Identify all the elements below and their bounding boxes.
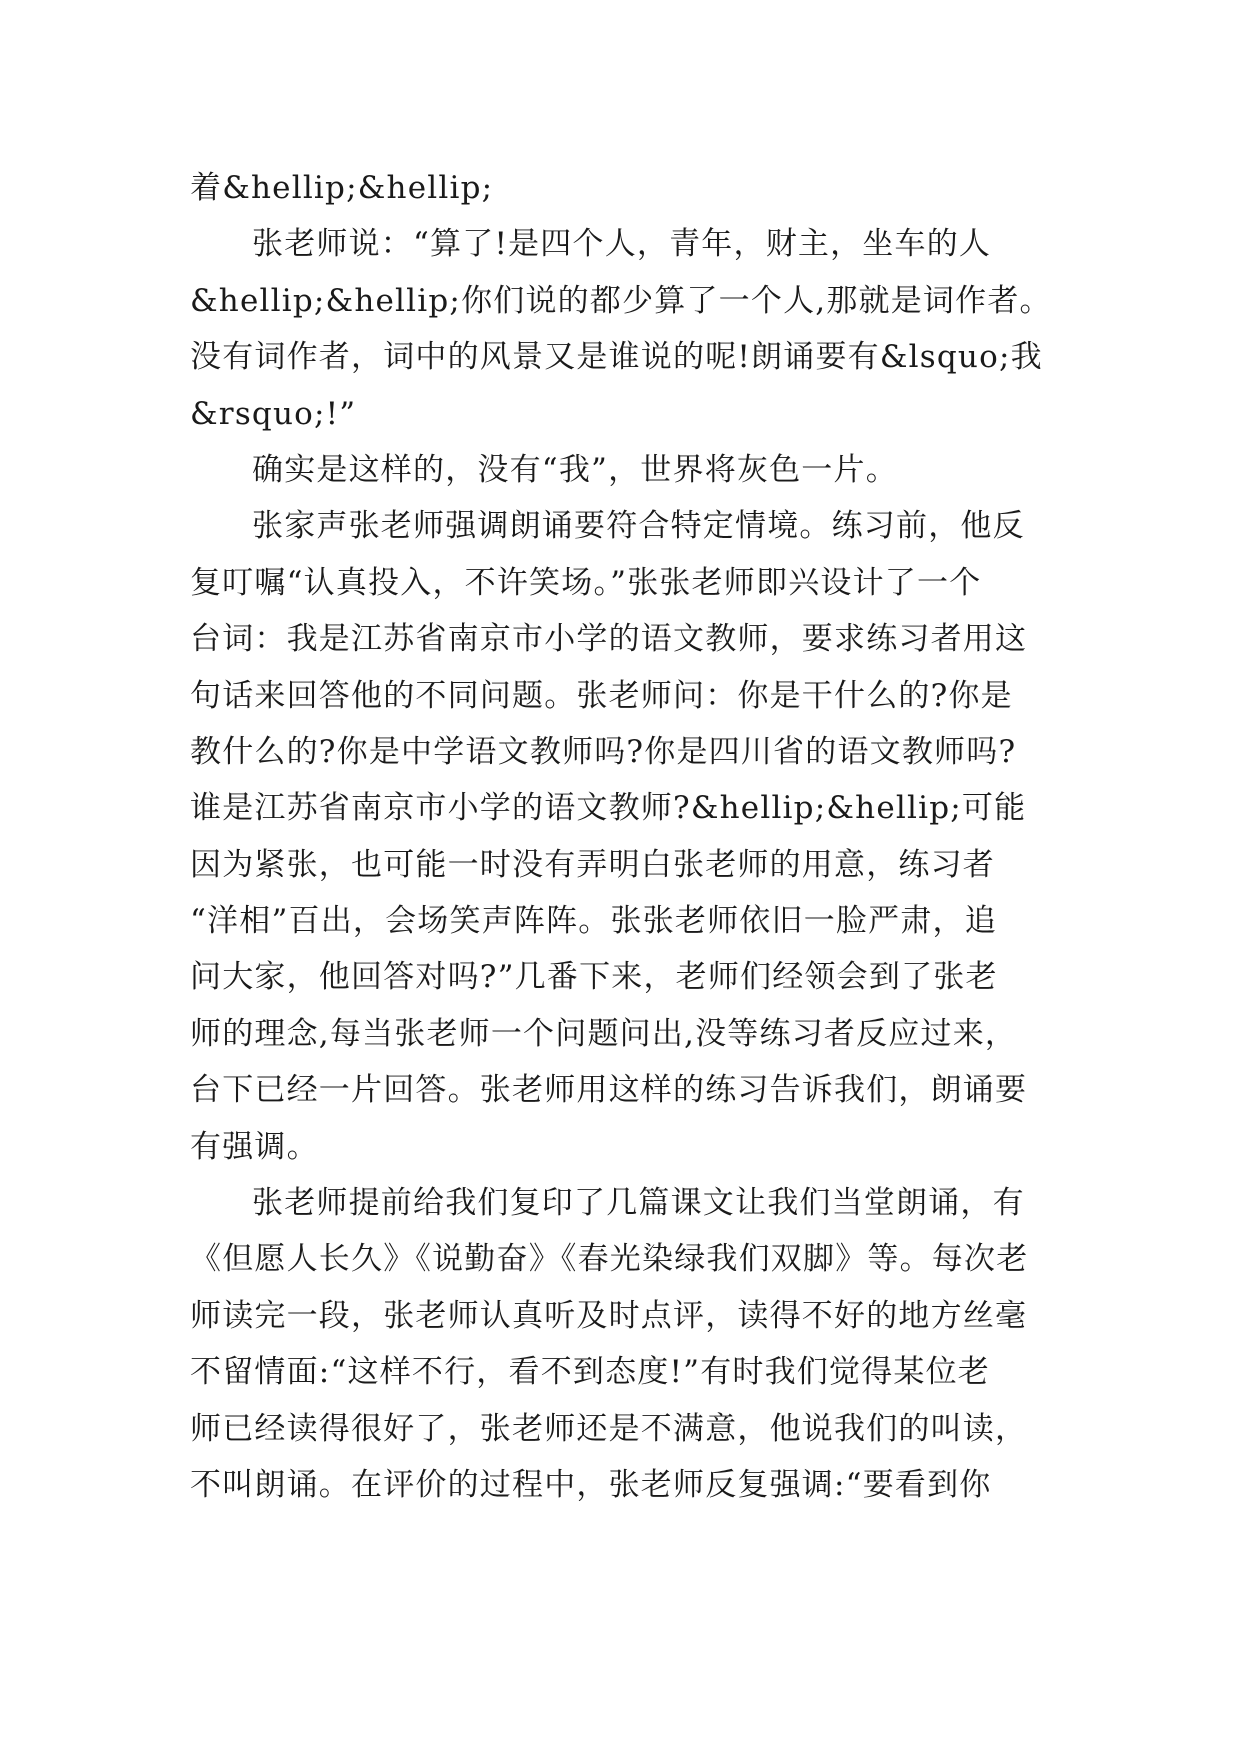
text-line: 句话来回答他的不同问题。张老师问：你是干什么的?你是: [190, 677, 1013, 714]
text-line: 《但愿人长久》《说勤奋》《春光染绿我们双脚》等。每次老: [190, 1241, 1029, 1278]
text-line: 台词：我是江苏省南京市小学的语文教师，要求练习者用这: [190, 621, 1028, 658]
paragraph-start-line: 张老师提前给我们复印了几篇课文让我们当堂朗诵，有: [252, 1185, 1025, 1222]
text-line: 有强调。: [190, 1128, 319, 1165]
text-line: 没有词作者，词中的风景又是谁说的呢!朗诵要有&lsquo;我: [190, 339, 1043, 376]
text-line: 师的理念,每当张老师一个问题问出,没等练习者反应过来，: [190, 1015, 1018, 1052]
text-line: 复叮嘱“认真投入，不许笑场。”张张老师即兴设计了一个: [190, 564, 982, 601]
text-line: 问大家，他回答对吗?”几番下来，老师们经领会到了张老: [190, 959, 998, 996]
text-line: 师已经读得很好了，张老师还是不满意，他说我们的叫读，: [190, 1410, 1028, 1447]
text-line: 因为紧张，也可能一时没有弄明白张老师的用意，练习者: [190, 846, 995, 883]
text-line: 着&hellip;&hellip;: [190, 170, 494, 206]
text-line: 不叫朗诵。在评价的过程中，张老师反复强调:“要看到你: [190, 1466, 992, 1503]
paragraph-start-line: 张家声张老师强调朗诵要符合特定情境。练习前，他反: [252, 508, 1025, 545]
text-line: 教什么的?你是中学语文教师吗?你是四川省的语文教师吗?: [190, 733, 1017, 770]
text-line: 师读完一段，张老师认真听及时点评，读得不好的地方丝毫: [190, 1297, 1028, 1334]
body-text: [190, 160, 1070, 1513]
text-line: 谁是江苏省南京市小学的语文教师?&hellip;&hellip;可能: [190, 790, 1027, 827]
text-line: &hellip;&hellip;你们说的都少算了一个人,那就是词作者。: [190, 282, 1052, 319]
paragraph-start-line: 张老师说：“算了!是四个人，青年，财主，坐车的人: [252, 226, 992, 263]
text-line: 不留情面:“这样不行，看不到态度!”有时我们觉得某位老: [190, 1354, 990, 1391]
text-line: “洋相”百出，会场笑声阵阵。张张老师依旧一脸严肃，追: [190, 903, 997, 940]
text-line: 台下已经一片回答。张老师用这样的练习告诉我们，朗诵要: [190, 1072, 1028, 1109]
text-line: &rsquo;!”: [190, 395, 357, 432]
paragraph-start-line: 确实是这样的，没有“我”，世界将灰色一片。: [252, 451, 898, 488]
